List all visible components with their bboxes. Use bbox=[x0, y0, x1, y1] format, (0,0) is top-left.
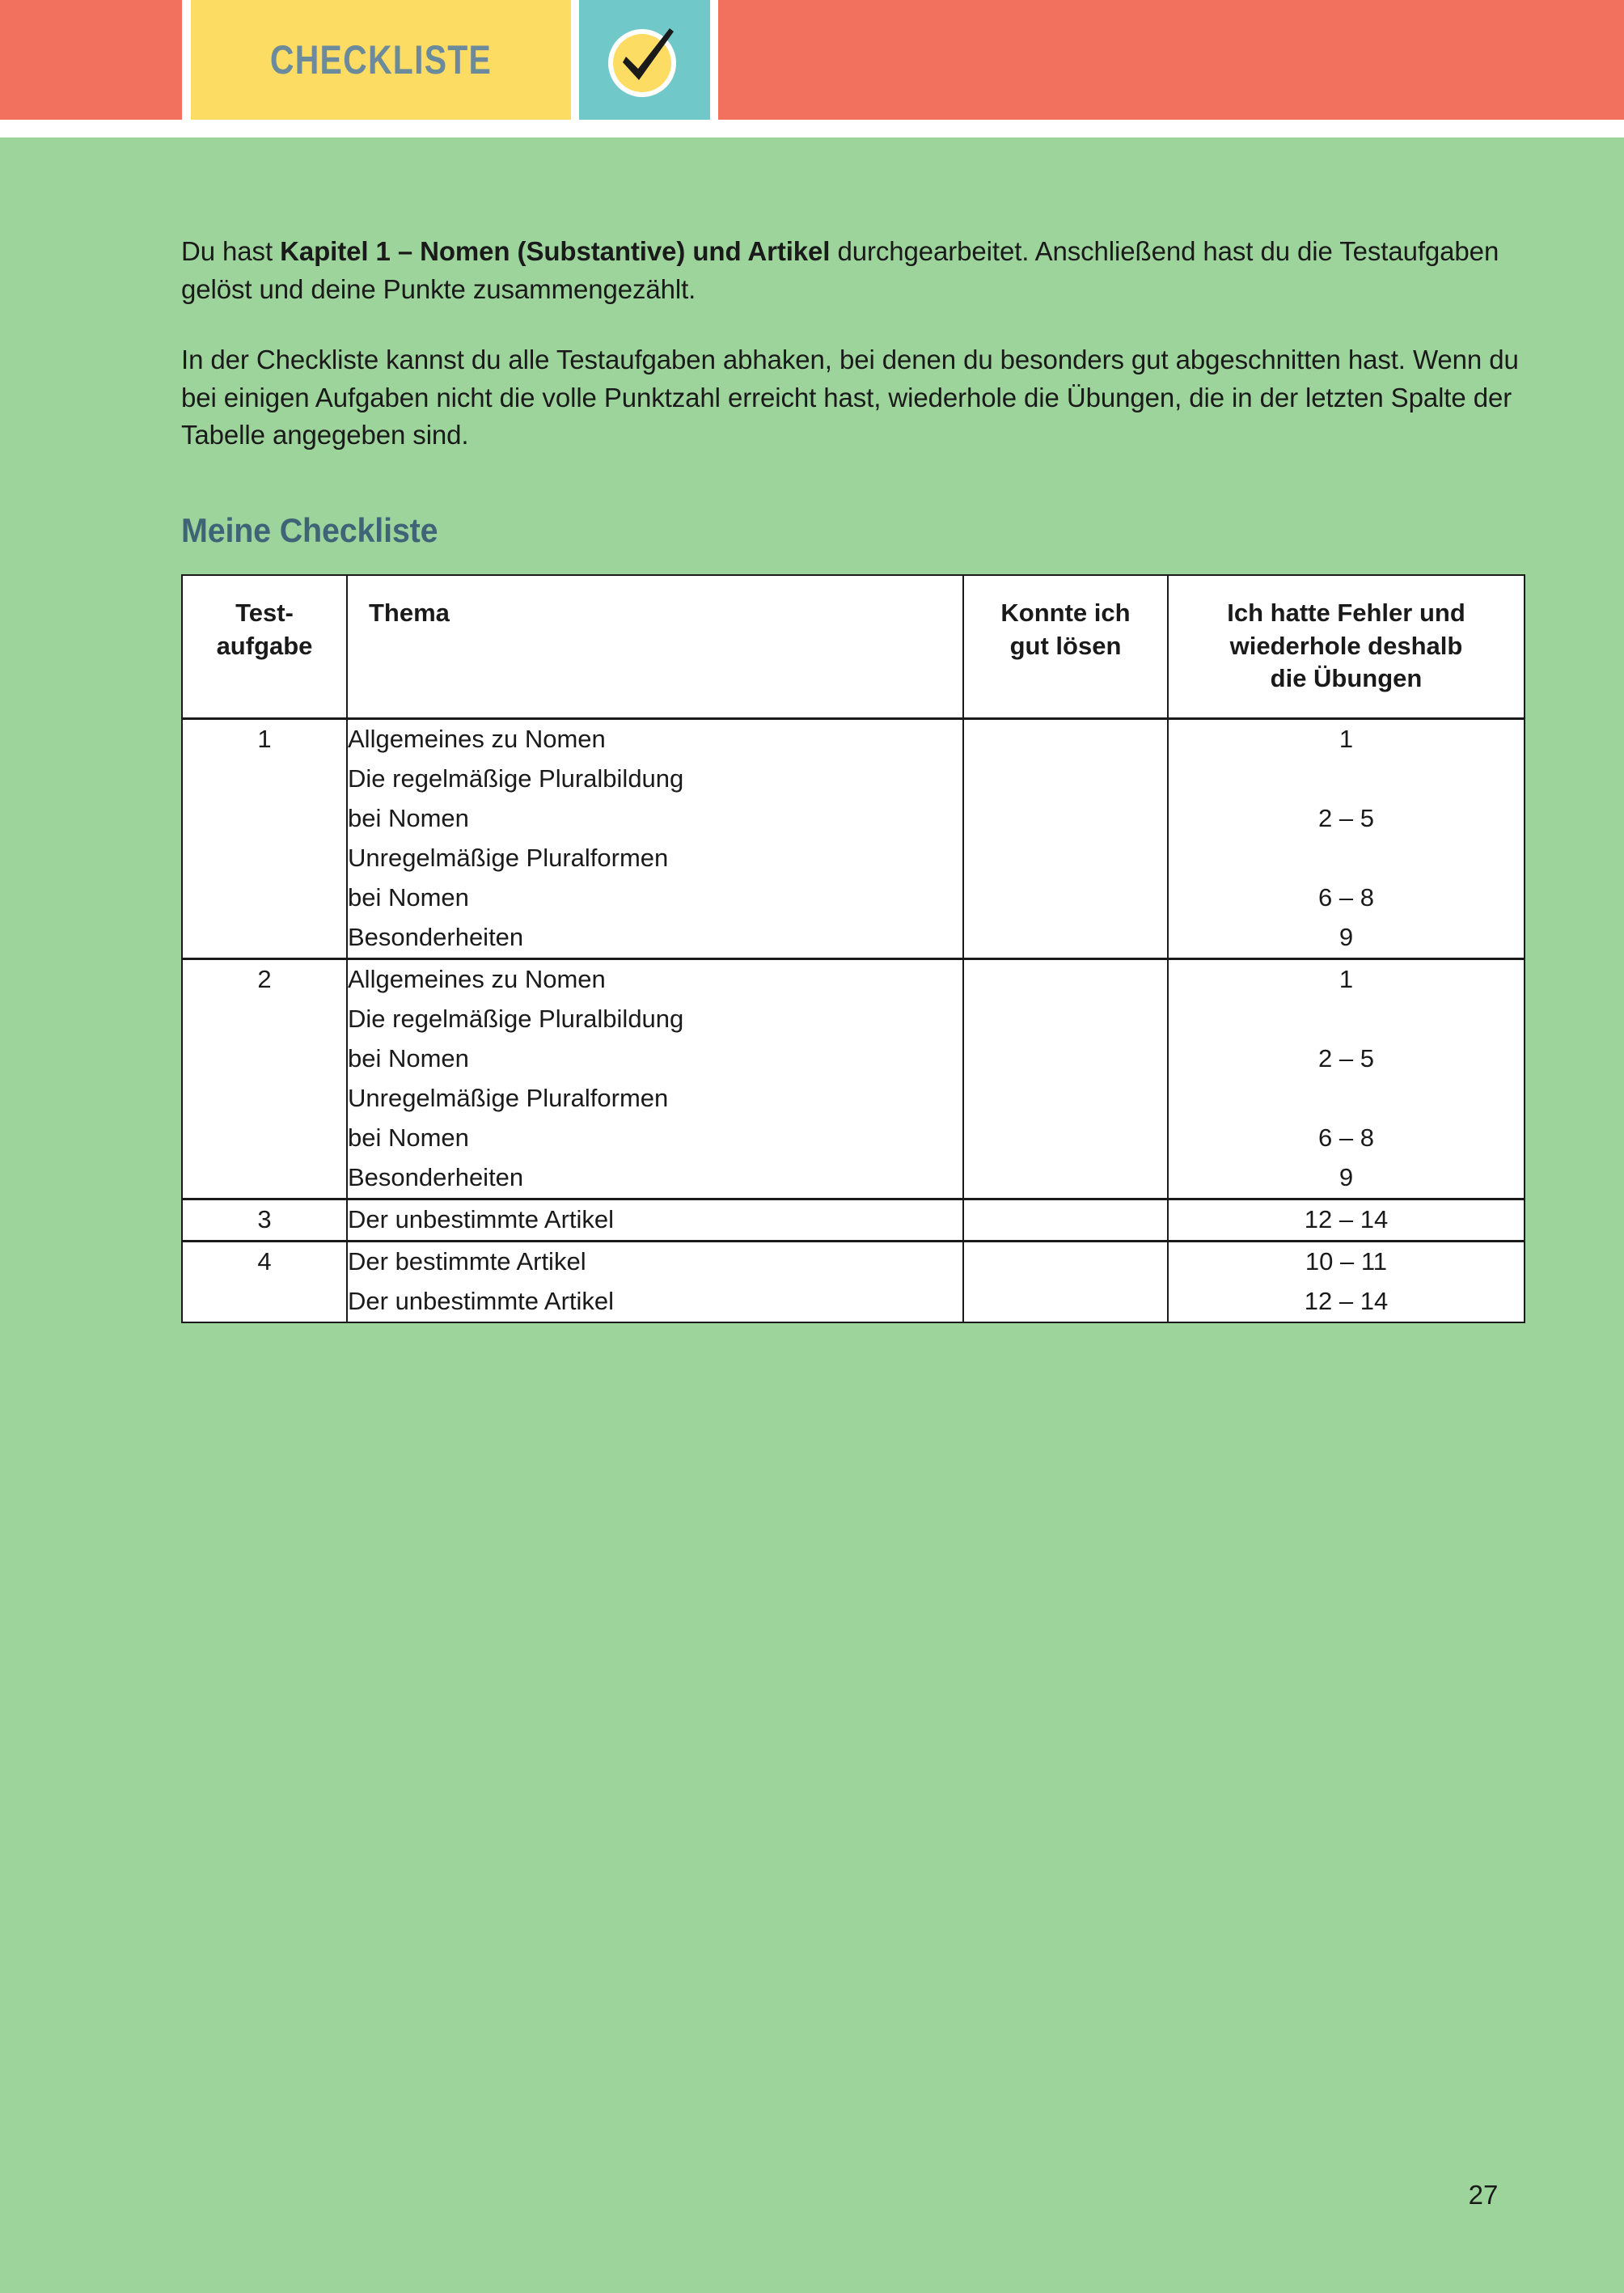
table-row bbox=[182, 719, 1525, 959]
uebung-line: 6 – 8 bbox=[1318, 1123, 1374, 1152]
checklist-table bbox=[181, 574, 1525, 1322]
column-header-testaufgabe bbox=[182, 575, 347, 718]
uebung-line bbox=[1169, 1079, 1524, 1119]
checkmark-circle-icon bbox=[602, 18, 686, 102]
column-header-uebungen bbox=[1168, 575, 1525, 718]
uebung-line: 9 bbox=[1339, 1162, 1354, 1191]
hdr-line-2: gut lösen bbox=[1009, 631, 1122, 660]
thema-line: bei Nomen bbox=[348, 1123, 469, 1152]
table-header bbox=[182, 575, 1525, 718]
uebung-line: 12 – 14 bbox=[1304, 1286, 1389, 1315]
cell-uebungen bbox=[1168, 1241, 1525, 1322]
thema-line: Allgemeines zu Nomen bbox=[348, 965, 606, 993]
uebung-line: 1 bbox=[1339, 965, 1354, 993]
cell-testaufgabe-number: 2 bbox=[182, 959, 347, 1199]
intro-p1-text-after: durchgearbeitet. Anschließend hast du die Testaufgaben gelöst und deine Punkte zusammengezählt. bbox=[181, 236, 1499, 304]
header-color-block-red-left bbox=[0, 0, 182, 120]
column-header-thema bbox=[347, 575, 963, 718]
page-body bbox=[0, 137, 1624, 2293]
thema-line: Der unbestimmte Artikel bbox=[348, 1204, 615, 1233]
column-header-konnte-ich-gut-loesen bbox=[963, 575, 1168, 718]
intro-p1-bold-chapter: Kapitel 1 – Nomen (Substantive) und Artikel bbox=[280, 236, 831, 266]
table-row bbox=[182, 1199, 1525, 1241]
table-row bbox=[182, 1241, 1525, 1322]
uebung-line bbox=[1169, 839, 1524, 878]
table-body bbox=[182, 719, 1525, 1322]
intro-paragraph-1 bbox=[181, 233, 1524, 309]
hdr-line-1: Test- bbox=[235, 599, 294, 628]
cell-thema bbox=[347, 959, 963, 1199]
thema-line: Besonderheiten bbox=[348, 1162, 524, 1191]
cell-testaufgabe-number: 1 bbox=[182, 719, 347, 959]
thema-line: Unregelmäßige Pluralformen bbox=[348, 844, 669, 873]
uebung-line bbox=[1169, 759, 1524, 799]
hdr-line-1: Konnte ich bbox=[1000, 599, 1131, 628]
column-header-thema-label: Thema bbox=[369, 599, 450, 628]
thema-line: Der unbestimmte Artikel bbox=[348, 1286, 615, 1315]
cell-konnte-ich-gut-loesen-checkbox-area[interactable] bbox=[963, 959, 1168, 1199]
cell-thema bbox=[347, 1241, 963, 1322]
header-title: CHECKLISTE bbox=[269, 37, 493, 82]
page-header-band bbox=[0, 0, 1624, 120]
thema-line: bei Nomen bbox=[348, 883, 469, 912]
column-header-testaufgabe-label bbox=[183, 576, 346, 685]
hdr-line-2: aufgabe bbox=[216, 631, 313, 660]
cell-testaufgabe-number: 3 bbox=[182, 1199, 347, 1241]
table-header-row bbox=[182, 575, 1525, 718]
column-header-konnte-label bbox=[964, 576, 1167, 685]
thema-line: Besonderheiten bbox=[348, 923, 524, 952]
cell-uebungen bbox=[1168, 719, 1525, 959]
header-color-block-red-right bbox=[718, 0, 1624, 120]
page-content bbox=[181, 233, 1524, 1323]
page-number: 27 bbox=[1468, 2180, 1499, 2210]
uebung-line bbox=[1169, 1000, 1524, 1039]
page-title: Meine Checkliste bbox=[181, 511, 438, 550]
cell-testaufgabe-number: 4 bbox=[182, 1241, 347, 1322]
cell-konnte-ich-gut-loesen-checkbox-area[interactable] bbox=[963, 1199, 1168, 1241]
cell-uebungen bbox=[1168, 1199, 1525, 1241]
column-header-uebungen-label bbox=[1169, 576, 1524, 717]
hdr-line-3: die Übungen bbox=[1270, 663, 1423, 692]
cell-uebungen bbox=[1168, 959, 1525, 1199]
uebung-line: 9 bbox=[1339, 923, 1354, 952]
cell-konnte-ich-gut-loesen-checkbox-area[interactable] bbox=[963, 719, 1168, 959]
cell-thema bbox=[347, 719, 963, 959]
cell-konnte-ich-gut-loesen-checkbox-area[interactable] bbox=[963, 1241, 1168, 1322]
cell-thema bbox=[347, 1199, 963, 1241]
uebung-line: 12 – 14 bbox=[1304, 1204, 1389, 1233]
thema-line: bei Nomen bbox=[348, 1043, 469, 1072]
thema-line: Unregelmäßige Pluralformen bbox=[348, 1083, 669, 1112]
thema-line: bei Nomen bbox=[348, 804, 469, 833]
intro-p1-text-before: Du hast bbox=[181, 236, 281, 266]
thema-line: Die regelmäßige Pluralbildung bbox=[348, 764, 684, 793]
thema-line: Allgemeines zu Nomen bbox=[348, 725, 606, 754]
uebung-line: 2 – 5 bbox=[1318, 804, 1374, 833]
uebung-line: 10 – 11 bbox=[1305, 1246, 1388, 1276]
uebung-line: 1 bbox=[1339, 725, 1354, 754]
table-row bbox=[182, 959, 1525, 1199]
uebung-line: 6 – 8 bbox=[1318, 883, 1374, 912]
uebung-line: 2 – 5 bbox=[1318, 1043, 1374, 1072]
hdr-line-2: wiederhole deshalb bbox=[1229, 631, 1463, 660]
thema-line: Die regelmäßige Pluralbildung bbox=[348, 1004, 684, 1033]
thema-line: Der bestimmte Artikel bbox=[348, 1246, 586, 1276]
intro-paragraph-2: In der Checkliste kannst du alle Testaufgaben abhaken, bei denen du besonders gut abgeschnitten hast. Wenn du bei einigen Aufgaben nicht die volle Punktzahl erreicht hast, wiederhole die Übungen, die in der letzten Spalte der Tabelle angegeben sind. bbox=[181, 344, 1519, 451]
hdr-line-1: Ich hatte Fehler und bbox=[1227, 599, 1465, 628]
